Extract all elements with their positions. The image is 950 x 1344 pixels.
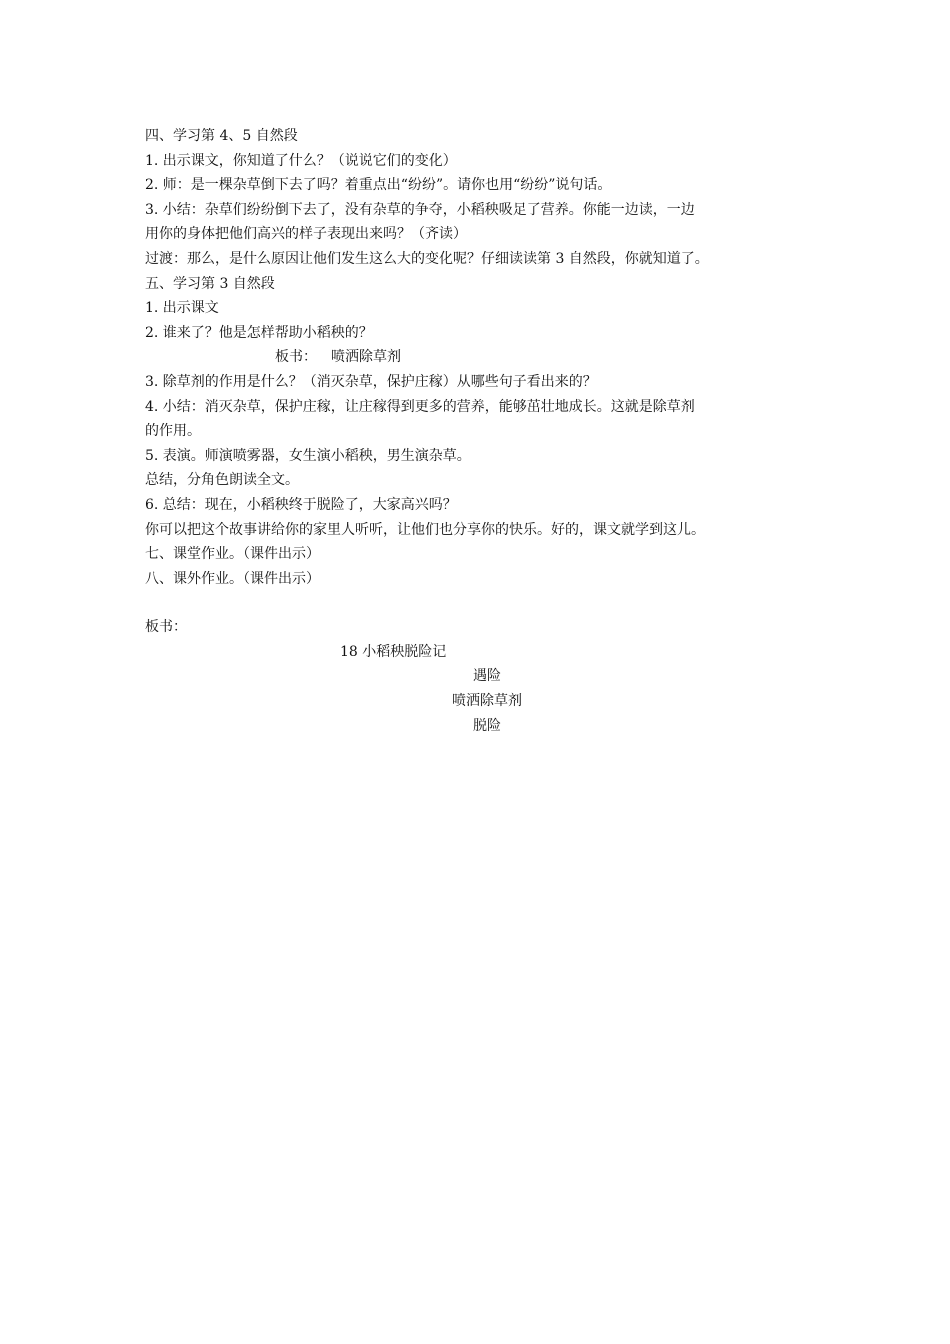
text-line: 1. 出示课文 — [145, 300, 219, 317]
section-heading-8: 八、课外作业。（课件出示） — [145, 570, 320, 587]
text-line: 用你的身体把他们高兴的样子表现出来吗？（齐读） — [145, 226, 467, 243]
text-line: 总结，分角色朗读全文。 — [145, 472, 299, 489]
inline-board-note — [145, 345, 817, 370]
board-item-danger: 遇险 — [473, 668, 501, 685]
section-heading-5: 五、学习第 3 自然段 — [145, 275, 275, 292]
text-line: 6. 总结：现在，小稻秧终于脱险了，大家高兴吗？ — [145, 496, 457, 513]
text-line: 2. 谁来了？他是怎样帮助小稻秧的？ — [145, 324, 373, 341]
spacer — [145, 591, 817, 615]
board-title: 18 小稻秧脱险记 — [340, 643, 447, 660]
board-label: 板书： — [145, 619, 187, 636]
board-note-text: 喷洒除草剂 — [331, 349, 401, 366]
text-line: 过渡：那么，是什么原因让他们发生这么大的变化呢？仔细读读第 3 自然段，你就知道了。 — [145, 250, 709, 267]
text-line: 的作用。 — [145, 423, 201, 440]
board-item-escape: 脱险 — [473, 717, 501, 734]
section-heading-4: 四、学习第 4、5 自然段 — [145, 128, 298, 144]
section-heading-7: 七、课堂作业。（课件出示） — [145, 546, 320, 563]
text-line: 3. 小结：杂草们纷纷倒下去了，没有杂草的争夺，小稻秧吸足了营养。你能一边读，一边 — [145, 201, 695, 218]
lesson-plan-content — [145, 124, 817, 738]
board-note-label: 板书： — [275, 349, 317, 366]
text-line: 5. 表演。师演喷雾器，女生演小稻秧，男生演杂草。 — [145, 447, 471, 464]
text-line: 3. 除草剂的作用是什么？（消灭杂草，保护庄稼）从哪些句子看出来的？ — [145, 373, 597, 390]
text-line: 2. 师：是一棵杂草倒下去了吗？着重点出“纷纷”。请你也用“纷纷”说句话。 — [145, 177, 612, 194]
board-item-spray: 喷洒除草剂 — [452, 693, 522, 710]
text-line: 你可以把这个故事讲给你的家里人听听，让他们也分享你的快乐。好的，课文就学到这儿。 — [145, 521, 705, 538]
text-line: 4. 小结：消灭杂草，保护庄稼，让庄稼得到更多的营养，能够茁壮地成长。这就是除草剂 — [145, 398, 695, 415]
text-line: 1. 出示课文，你知道了什么？（说说它们的变化） — [145, 152, 457, 169]
